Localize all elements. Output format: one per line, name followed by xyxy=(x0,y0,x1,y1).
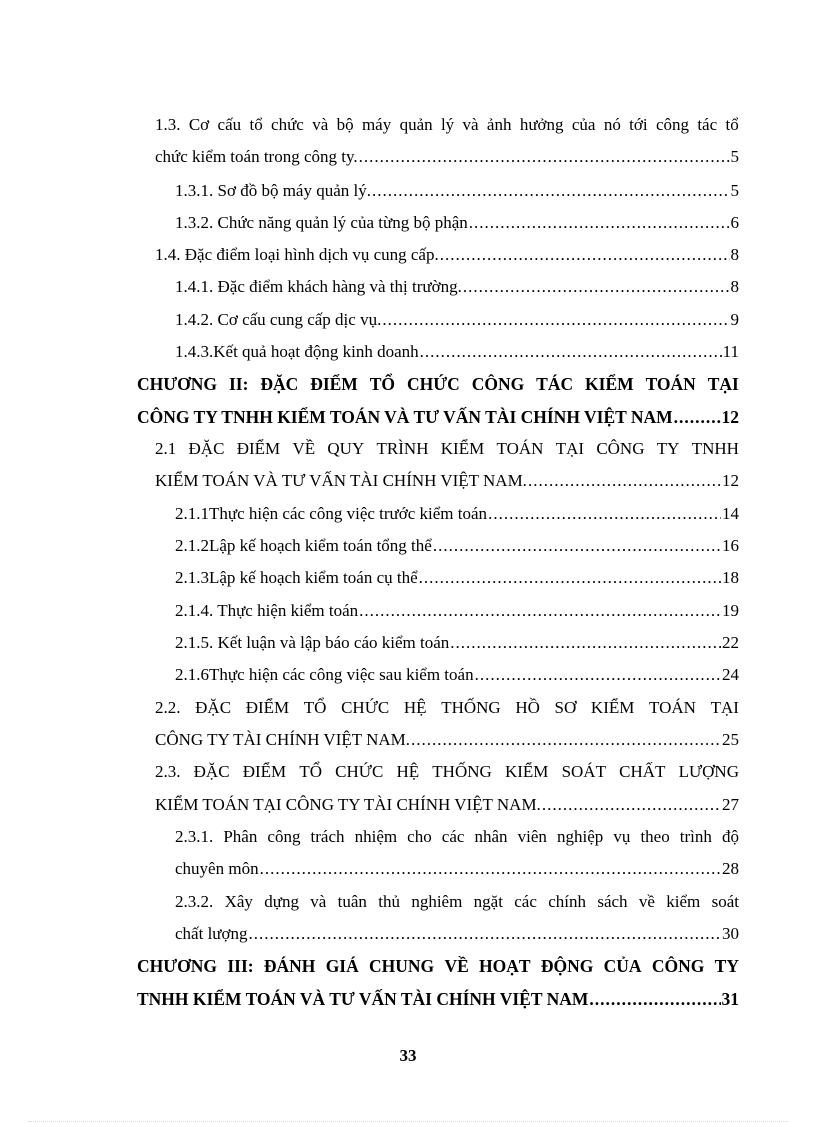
toc-entry-text: 1.4.3.Kết quả hoạt động kinh doanh xyxy=(175,342,419,361)
toc-word: 1.3. xyxy=(155,115,181,134)
leader-dots xyxy=(372,180,730,202)
toc-entry-2-1-line2 xyxy=(155,470,739,492)
toc-word: CHỨC xyxy=(341,698,390,717)
toc-entry-text: 1.4.1. Đặc điểm khách hàng và thị trường. xyxy=(175,277,462,296)
toc-word: THỐNG xyxy=(432,762,492,781)
toc-word: về xyxy=(638,892,655,911)
toc-page-number: 6 xyxy=(730,213,739,232)
toc-entry-number: 2.1.2 xyxy=(175,536,209,555)
toc-word: nhân xyxy=(474,827,508,846)
toc-word: sách xyxy=(597,892,628,911)
toc-entry-2-1-5 xyxy=(175,632,739,654)
toc-word: TY xyxy=(714,956,739,976)
toc-entry-2-3-1-line2 xyxy=(175,858,739,880)
toc-page-number: 16 xyxy=(722,536,739,555)
toc-chapter-3-line1 xyxy=(137,955,739,977)
toc-entry-2-2-line2 xyxy=(155,729,739,751)
leader-dots xyxy=(440,244,730,266)
toc-entry-1-4-1 xyxy=(175,276,739,298)
toc-word: công xyxy=(267,827,301,846)
toc-entry-text: Thực hiện các công việc trước kiểm toán xyxy=(209,504,488,523)
toc-word: KIỂM xyxy=(590,698,635,717)
toc-chapter-2-line1 xyxy=(137,373,739,395)
toc-entry-text: CÔNG TY TÀI CHÍNH VIỆT NAM. xyxy=(155,730,410,749)
footer-dotted-rule xyxy=(28,1121,788,1122)
toc-word: của xyxy=(571,115,596,134)
toc-word: chính xyxy=(548,892,587,911)
toc-word: TNHH xyxy=(691,439,739,458)
toc-entry-number: 2.1.3 xyxy=(175,568,209,587)
toc-entry-1-4-2 xyxy=(175,309,739,331)
toc-word: lý xyxy=(440,115,455,134)
toc-word: các xyxy=(514,892,537,911)
toc-entry-text: 1.4. Đặc điểm loại hình dịch vụ cung cấp. xyxy=(155,245,439,264)
toc-word: hưởng xyxy=(519,115,564,134)
toc-word: tổ xyxy=(249,115,263,134)
toc-word: chức xyxy=(271,115,304,134)
toc-word: VỀ xyxy=(292,439,316,458)
toc-entry-2-1-4 xyxy=(175,600,739,622)
toc-word: nghiệp xyxy=(557,827,604,846)
toc-word: theo xyxy=(640,827,670,846)
leader-dots xyxy=(542,794,721,816)
toc-word: ngặt xyxy=(473,892,503,911)
toc-page-number: 22 xyxy=(722,633,739,652)
toc-word: kiểm xyxy=(666,892,701,911)
toc-word: Xây xyxy=(224,892,253,911)
toc-word: và xyxy=(312,115,329,134)
leader-dots xyxy=(469,212,730,234)
toc-word: cấu xyxy=(217,115,242,134)
toc-word: các xyxy=(441,827,465,846)
leader-dots xyxy=(433,535,721,557)
leader-dots xyxy=(382,309,729,331)
toc-word: TOÁN xyxy=(649,698,696,717)
toc-entry-text: chất lượng xyxy=(175,924,248,943)
toc-word: soát xyxy=(711,892,739,911)
toc-entry-text: Thực hiện các công việc sau kiểm toán xyxy=(209,665,474,684)
leader-dots xyxy=(260,858,721,880)
toc-page-number: 12 xyxy=(721,407,739,427)
toc-word: HOẠT xyxy=(479,956,531,976)
toc-word: vụ xyxy=(613,827,631,846)
toc-entry-1-4 xyxy=(155,244,739,266)
toc-word: CHỨC xyxy=(406,374,460,394)
toc-word: Phân xyxy=(223,827,258,846)
toc-entry-2-1-3 xyxy=(175,567,739,589)
toc-chapter-3-line2 xyxy=(137,988,739,1010)
toc-page-number: 27 xyxy=(722,795,739,814)
toc-entry-text: Lập kế hoạch kiểm toán tổng thể xyxy=(209,536,432,555)
toc-word: TỔ xyxy=(303,698,327,717)
toc-word: nhiệm xyxy=(354,827,398,846)
leader-dots xyxy=(419,567,721,589)
toc-word: máy xyxy=(361,115,392,134)
toc-word: công xyxy=(655,115,689,134)
toc-page-number: 12 xyxy=(722,471,739,490)
page-number: 33 xyxy=(399,1046,417,1065)
toc-entry-2-1-6 xyxy=(175,664,739,686)
toc-entry-2-1-1 xyxy=(175,503,739,525)
toc-entry-1-3-line1 xyxy=(155,114,739,136)
toc-word: ĐẶC xyxy=(195,698,232,717)
toc-word: VỀ xyxy=(444,956,469,976)
leader-dots xyxy=(589,988,720,1010)
toc-word: SOÁT xyxy=(561,762,606,781)
toc-word: nó xyxy=(603,115,621,134)
toc-entry-text: 2.1.4. Thực hiện kiểm toán xyxy=(175,601,359,620)
toc-word: GIÁ xyxy=(325,956,359,976)
toc-word: TỔ xyxy=(299,762,322,781)
toc-page-number: 30 xyxy=(722,924,739,943)
toc-word: 2.1 xyxy=(155,439,177,458)
toc-word: SƠ xyxy=(554,698,577,717)
leader-dots xyxy=(528,470,721,492)
toc-word: 2.3. xyxy=(155,762,181,781)
toc-page-number: 25 xyxy=(722,730,739,749)
toc-chapter-2-line2 xyxy=(137,406,739,428)
toc-word: TOÁN xyxy=(496,439,544,458)
toc-word: HỆ xyxy=(396,762,420,781)
toc-entry-1-3-1 xyxy=(175,180,739,202)
toc-word: ĐIỂM xyxy=(310,374,358,394)
toc-word: KIỂM xyxy=(585,374,634,394)
toc-entry-number: 2.1.1 xyxy=(175,504,209,523)
toc-page-number: 28 xyxy=(722,859,739,878)
toc-entry-2-3-line1 xyxy=(155,761,739,783)
toc-page-number: 11 xyxy=(722,342,739,361)
toc-entry-text: 2.1.5. Kết luận và lập báo cáo kiểm toán xyxy=(175,633,450,652)
toc-page-number: 24 xyxy=(722,665,739,684)
toc-word: dựng xyxy=(264,892,299,911)
toc-entry-2-2-line1 xyxy=(155,697,739,719)
toc-word: tuân xyxy=(337,892,367,911)
toc-word: 2.2. xyxy=(155,698,181,717)
toc-word: QUY xyxy=(327,439,365,458)
leader-dots xyxy=(450,632,721,654)
toc-word: THỐNG xyxy=(441,698,501,717)
toc-entry-2-1-line1 xyxy=(155,438,739,460)
leader-dots xyxy=(475,664,721,686)
toc-word: TÁC xyxy=(536,374,574,394)
toc-word: tới xyxy=(629,115,648,134)
toc-word: bộ xyxy=(336,115,354,134)
toc-page-number: 9 xyxy=(730,310,739,329)
toc-page-number: 5 xyxy=(730,181,739,200)
toc-word: TRÌNH xyxy=(376,439,429,458)
toc-word: TỔ xyxy=(369,374,396,394)
toc-entry-1-3-line2 xyxy=(155,146,739,168)
leader-dots xyxy=(674,406,721,428)
toc-word: CHUNG xyxy=(369,956,435,976)
toc-entry-1-3-2 xyxy=(175,212,739,234)
toc-word: CÔNG xyxy=(651,956,705,976)
toc-entry-2-3-1-line1 xyxy=(175,826,739,848)
leader-dots xyxy=(463,276,730,298)
toc-entry-text: 1.3.2. Chức năng quản lý của từng bộ phận xyxy=(175,213,468,232)
toc-word: HỒ xyxy=(515,698,540,717)
toc-word: 2.3.1. xyxy=(175,827,214,846)
toc-entry-text: chuyên môn xyxy=(175,859,259,878)
toc-entry-2-3-line2 xyxy=(155,794,739,816)
toc-entry-text: TNHH KIỂM TOÁN VÀ TƯ VẤN TÀI CHÍNH VIỆT NAM xyxy=(137,989,589,1009)
toc-word: tổ xyxy=(725,115,739,134)
leader-dots xyxy=(420,341,722,363)
toc-word: ĐẶC xyxy=(188,439,225,458)
toc-word: cho xyxy=(407,827,432,846)
toc-word: ĐỘNG xyxy=(540,956,594,976)
toc-word: CỦA xyxy=(603,956,642,976)
toc-page-number: 5 xyxy=(730,147,739,166)
toc-word: ĐÁNH xyxy=(263,956,316,976)
toc-word: độ xyxy=(721,827,739,846)
toc-entry-text: 1.3.1. Sơ đồ bộ máy quản lý. xyxy=(175,181,371,200)
toc-page-number: 14 xyxy=(722,504,739,523)
toc-entry-text: KIỂM TOÁN TẠI CÔNG TY TÀI CHÍNH VIỆT NAM. xyxy=(155,795,541,814)
toc-word: CÔNG xyxy=(471,374,525,394)
toc-word: TY xyxy=(656,439,680,458)
toc-entry-text: CÔNG TY TNHH KIỂM TOÁN VÀ TƯ VẤN TÀI CHÍNH VIỆT NAM xyxy=(137,407,673,427)
toc-word: và xyxy=(462,115,479,134)
toc-word: ĐIỂM xyxy=(245,698,290,717)
toc-word: ĐIỂM xyxy=(236,439,281,458)
toc-word: TOÁN xyxy=(645,374,696,394)
toc-word: II: xyxy=(228,374,249,394)
toc-word: CHẤT xyxy=(619,762,666,781)
toc-word: thủ xyxy=(378,892,400,911)
toc-entry-text: chức kiểm toán trong công ty. xyxy=(155,147,358,166)
toc-word: 2.3.2. xyxy=(175,892,214,911)
toc-word: Cơ xyxy=(188,115,210,134)
toc-word: KIỂM xyxy=(504,762,549,781)
toc-entry-2-3-2-line1 xyxy=(175,891,739,913)
toc-word: CHƯƠNG xyxy=(137,956,218,976)
toc-word: HỆ xyxy=(403,698,427,717)
leader-dots xyxy=(411,729,721,751)
toc-entry-2-1-2 xyxy=(175,535,739,557)
leader-dots xyxy=(488,503,721,525)
toc-word: ĐẶC xyxy=(260,374,299,394)
toc-word: ĐẶC xyxy=(193,762,230,781)
toc-page-number: 8 xyxy=(730,277,739,296)
toc-word: ảnh xyxy=(486,115,512,134)
toc-page-number: 31 xyxy=(721,989,739,1009)
toc-word: tác xyxy=(697,115,718,134)
toc-word: CÔNG xyxy=(596,439,645,458)
toc-word: và xyxy=(310,892,327,911)
toc-word: quản xyxy=(399,115,433,134)
toc-word: III: xyxy=(227,956,254,976)
toc-entry-number: 2.1.6 xyxy=(175,665,209,684)
toc-word: KIỂM xyxy=(440,439,485,458)
toc-word: nghiêm xyxy=(411,892,463,911)
toc-entry-text: 1.4.2. Cơ cấu cung cấp dịc vụ. xyxy=(175,310,382,329)
toc-entry-1-4-3 xyxy=(175,341,739,363)
toc-word: trách xyxy=(310,827,345,846)
toc-page-number: 19 xyxy=(722,601,739,620)
leader-dots xyxy=(249,923,722,945)
toc-entry-2-3-2-line2 xyxy=(175,923,739,945)
toc-word: viên xyxy=(517,827,547,846)
toc-word: TẠI xyxy=(710,698,739,717)
toc-page-number: 18 xyxy=(722,568,739,587)
toc-word: CHỨC xyxy=(335,762,384,781)
leader-dots xyxy=(359,600,721,622)
toc-word: ĐIỂM xyxy=(242,762,287,781)
toc-word: TẠI xyxy=(707,374,739,394)
toc-word: TẠI xyxy=(555,439,585,458)
toc-word: LƯỢNG xyxy=(678,762,739,781)
toc-entry-text: KIỂM TOÁN VÀ TƯ VẤN TÀI CHÍNH VIỆT NAM. xyxy=(155,471,527,490)
toc-page-number: 8 xyxy=(730,245,739,264)
toc-entry-text: Lập kế hoạch kiểm toán cụ thể xyxy=(209,568,418,587)
leader-dots xyxy=(359,146,730,168)
toc-word: CHƯƠNG xyxy=(137,374,218,394)
toc-word: trình xyxy=(679,827,712,846)
